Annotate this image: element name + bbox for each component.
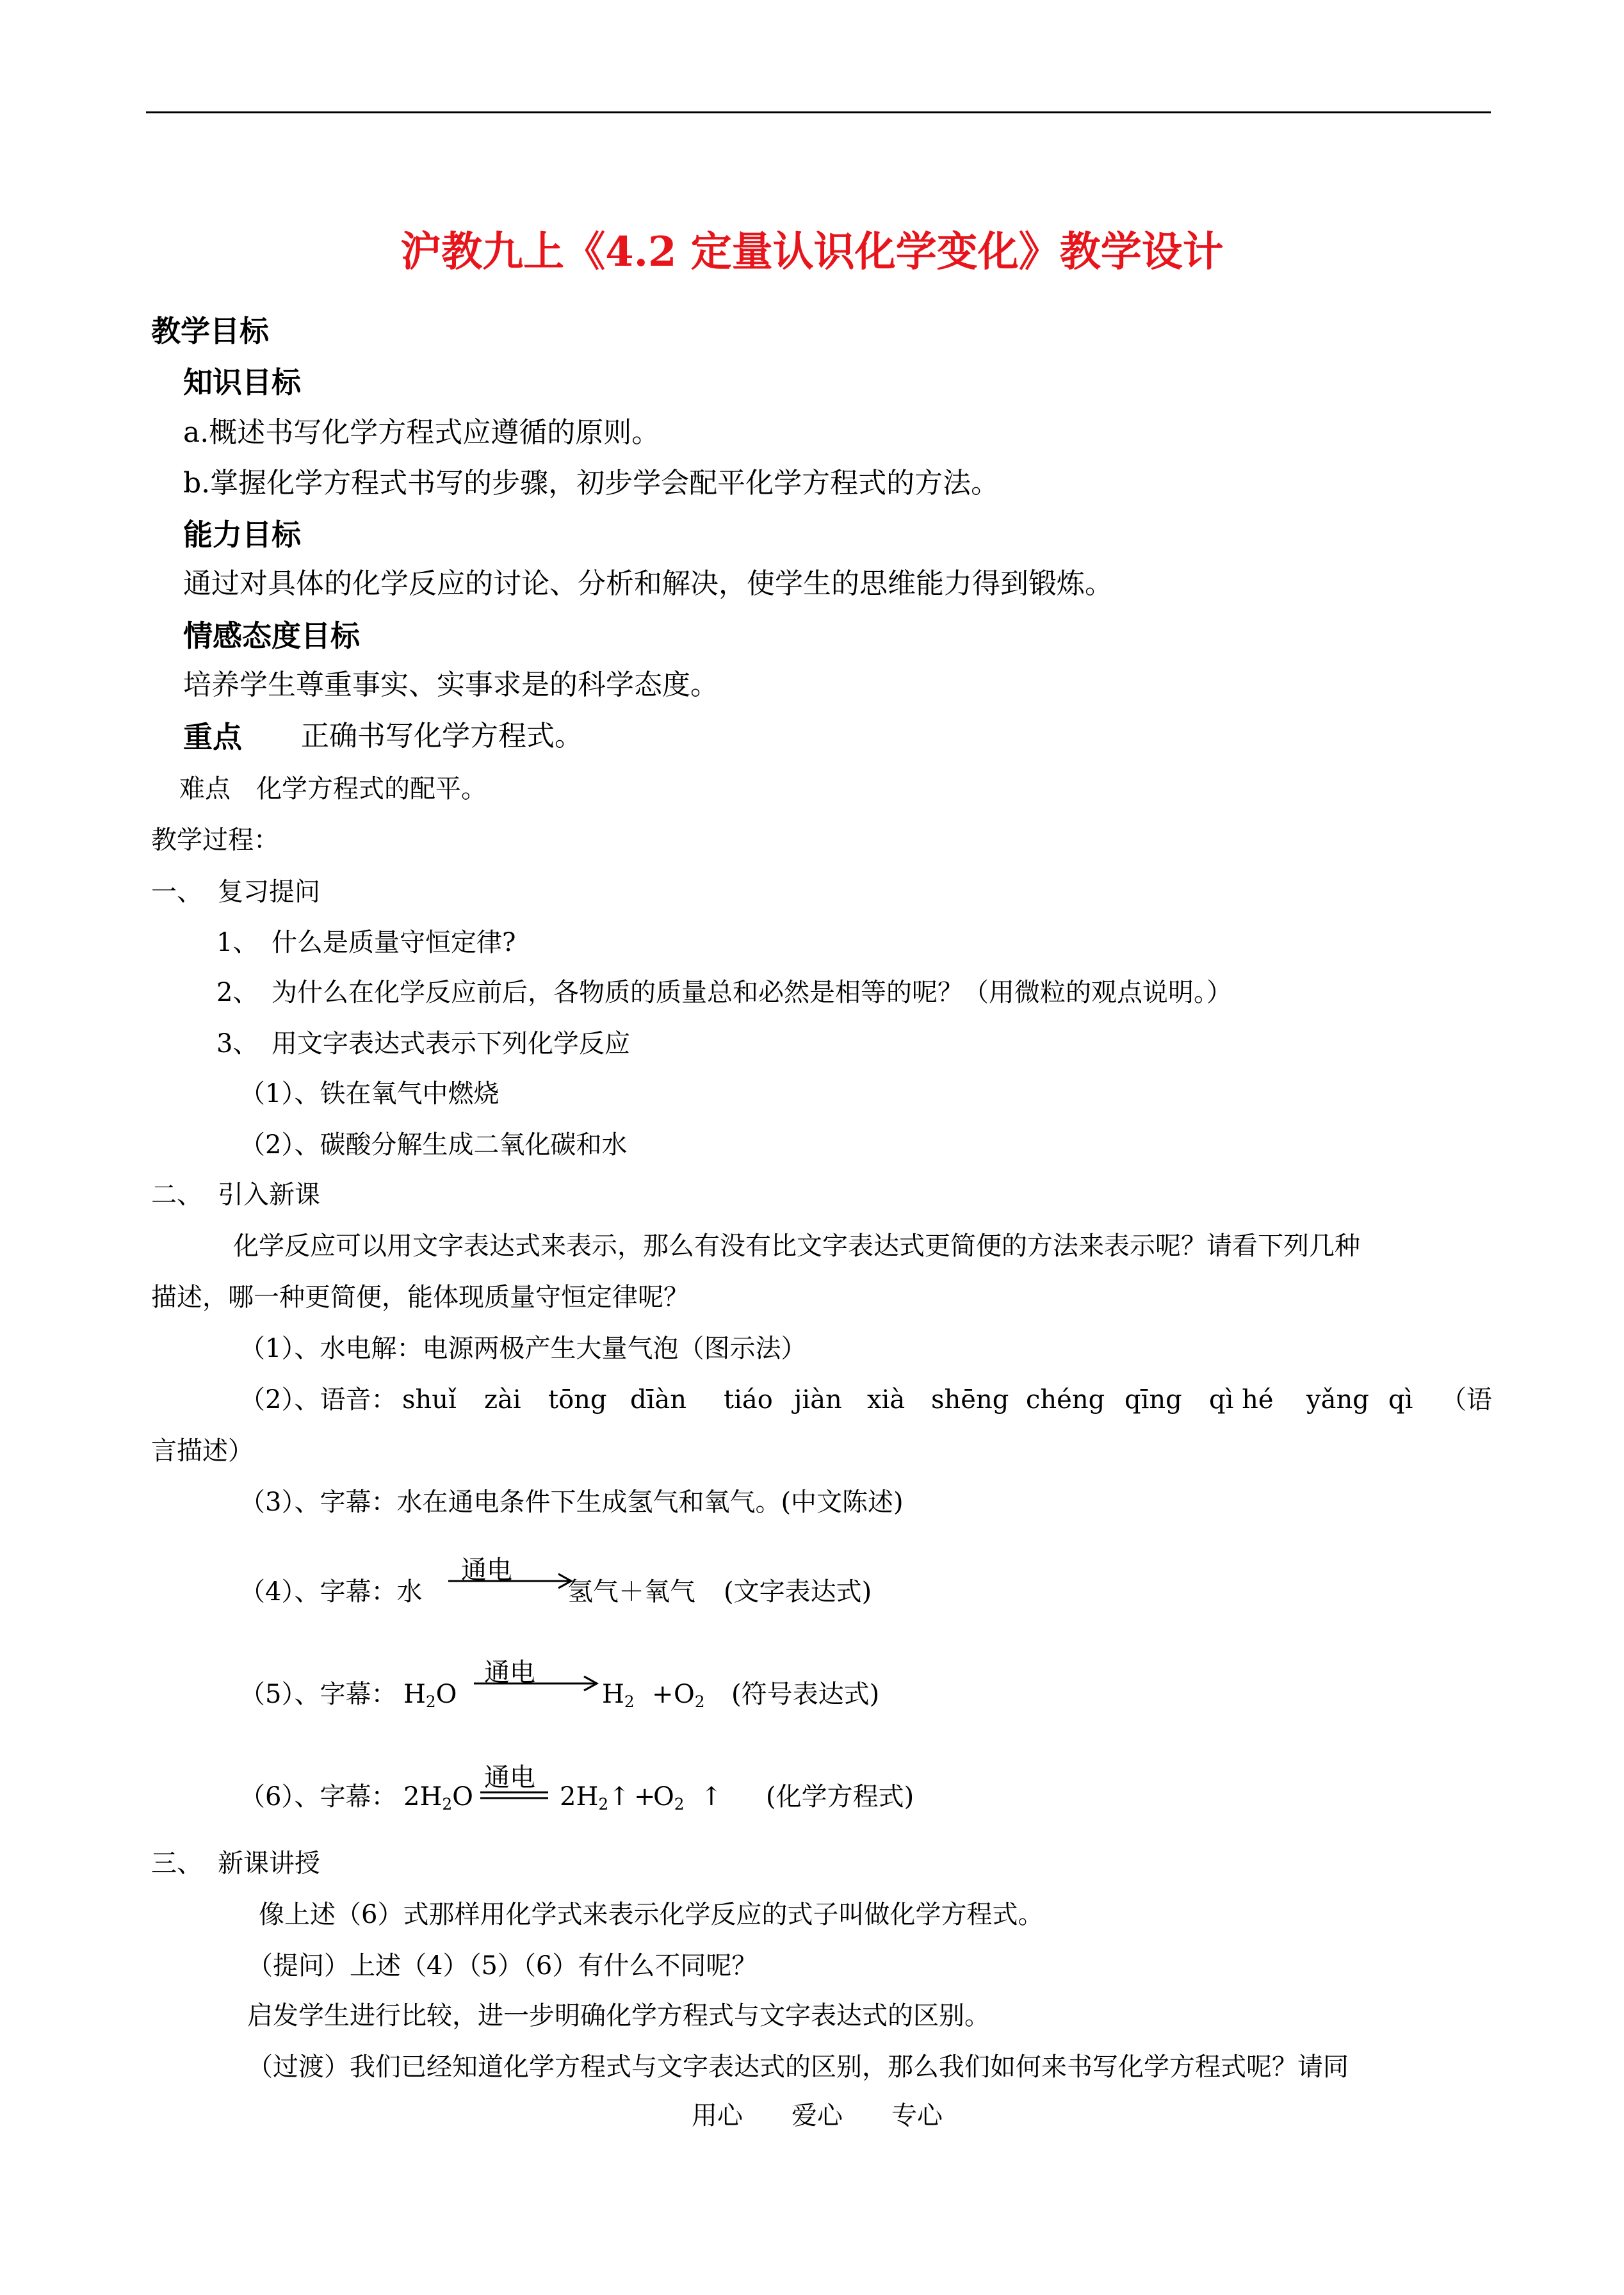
item5-note: (符号表达式) <box>731 1680 880 1709</box>
section3-line2: （提问）上述（4）（5）（6）有什么不同呢？ <box>247 1951 758 1981</box>
item6-h2-up-arrow-icon: ↑ <box>608 1782 630 1812</box>
difficulty-label: 难点 <box>179 774 231 804</box>
pinyin-2: tōng <box>548 1385 607 1415</box>
item5-h2o-h: H <box>403 1680 426 1709</box>
item6-prefix: （6）、字幕： <box>240 1782 397 1812</box>
item5-reactant <box>403 1680 457 1711</box>
footer-item-1: 用心 <box>692 2101 743 2130</box>
item3: （3）、字幕：水在通电条件下生成氢气和氧气。(中文陈述) <box>240 1488 904 1517</box>
section1-num: 一、 <box>151 877 202 907</box>
section3-num: 三、 <box>151 1849 202 1878</box>
item6-note: (化学方程式) <box>766 1782 914 1812</box>
section2-title: 引入新课 <box>218 1180 320 1210</box>
pinyin-4: tiáo <box>724 1385 773 1415</box>
item2-continuation: 言描述） <box>151 1436 254 1466</box>
knowledge-b: b.掌握化学方程式书写的步骤，初步学会配平化学方程式的方法。 <box>183 467 1000 499</box>
q1-text: 什么是质量守恒定律? <box>272 928 516 957</box>
q1-num: 1、 <box>216 928 259 957</box>
q3-item2: （2）、碳酸分解生成二氧化碳和水 <box>240 1130 628 1160</box>
item6-condition: 通电 <box>484 1763 535 1792</box>
item5-o2-sub: 2 <box>694 1692 705 1711</box>
item5-plus: + <box>652 1680 674 1709</box>
ability-heading: 能力目标 <box>183 517 301 552</box>
item4-products: 氢气＋氧气 <box>567 1577 695 1607</box>
pinyin-5: jiàn <box>794 1385 842 1415</box>
item5-condition: 通电 <box>484 1658 535 1687</box>
item6-o2-up-arrow-icon: ↑ <box>701 1782 722 1812</box>
pinyin-1: zài <box>484 1385 521 1415</box>
item5-product-o2 <box>674 1680 705 1711</box>
pinyin-3: dīàn <box>630 1385 687 1415</box>
item4-arrow-icon <box>448 1571 576 1591</box>
knowledge-heading: 知识目标 <box>183 365 301 400</box>
q2-num: 2、 <box>216 978 259 1007</box>
pinyin-8: chéng <box>1026 1385 1105 1415</box>
item6-2h2-h: 2H <box>560 1782 599 1812</box>
pinyin-7: shēng <box>931 1385 1009 1415</box>
item5-o2-o: O <box>674 1680 695 1709</box>
item2-prefix: （2）、语音： <box>240 1385 397 1415</box>
header-rule <box>146 111 1491 113</box>
item6-o2-sub: 2 <box>674 1794 685 1813</box>
process-heading: 教学过程： <box>151 825 279 855</box>
section2-para-line1: 化学反应可以用文字表达式来表示，那么有没有比文字表达式更简便的方法来表示呢？请看下列几种 <box>233 1231 1360 1261</box>
section3-line3: 启发学生进行比较，进一步明确化学方程式与文字表达式的区别。 <box>247 2001 990 2031</box>
item4-prefix: （4）、字幕：水 <box>240 1577 423 1607</box>
pinyin-9: qīng <box>1125 1385 1182 1415</box>
item4-condition: 通电 <box>461 1555 512 1585</box>
pinyin-12: qì <box>1388 1385 1413 1415</box>
item6-equals-icon <box>480 1790 551 1801</box>
footer-item-3: 专心 <box>891 2101 943 2130</box>
section3-title: 新课讲授 <box>218 1849 320 1878</box>
difficulty-text: 化学方程式的配平。 <box>256 774 487 804</box>
pinyin-11: yǎng <box>1306 1385 1369 1415</box>
pinyin-10: qì hé <box>1209 1385 1274 1415</box>
q3-item1: （1）、铁在氧气中燃烧 <box>240 1079 499 1108</box>
page-title: 沪教九上《4.2 定量认识化学变化》教学设计 <box>400 228 1224 276</box>
item6-product-o2 <box>653 1782 685 1813</box>
pinyin-0: shuǐ <box>402 1385 457 1415</box>
item6-reactant <box>403 1782 473 1813</box>
item5-h2o-o: O <box>435 1680 457 1709</box>
section3-line4: （过渡）我们已经知道化学方程式与文字表达式的区别，那么我们如何来书写化学方程式呢？请同 <box>247 2052 1349 2082</box>
item5-h2o-sub: 2 <box>425 1692 436 1711</box>
section3-line1: 像上述（6）式那样用化学式来表示化学反应的式子叫做化学方程式。 <box>259 1900 1044 1929</box>
item6-2h2-sub: 2 <box>598 1794 609 1813</box>
item4-note: (文字表达式) <box>724 1577 872 1607</box>
ability-text: 通过对具体的化学反应的讨论、分析和解决，使学生的思维能力得到锻炼。 <box>183 567 1113 600</box>
item6-product-h2 <box>560 1782 630 1813</box>
item6-2h2o-o: O <box>452 1782 473 1812</box>
item5-h2-h: H <box>602 1680 624 1709</box>
item6-2h2o-sub: 2 <box>442 1794 453 1813</box>
item5-product-h2 <box>602 1680 635 1711</box>
q3-text: 用文字表达式表示下列化学反应 <box>272 1029 630 1058</box>
item5-prefix: （5）、字幕： <box>240 1680 397 1709</box>
knowledge-a: a.概述书写化学方程式应遵循的原则。 <box>183 416 660 449</box>
footer-item-2: 爱心 <box>792 2101 843 2130</box>
objectives-heading: 教学目标 <box>151 314 269 348</box>
item6-o2-o: O <box>653 1782 674 1812</box>
q2-text: 为什么在化学反应前后，各物质的质量总和必然是相等的呢？（用微粒的观点说明。） <box>272 978 1232 1007</box>
section1-title: 复习提问 <box>218 877 320 907</box>
item6-plus: + <box>634 1782 656 1812</box>
pinyin-13: （语 <box>1441 1385 1492 1415</box>
q3-num: 3、 <box>216 1029 259 1058</box>
section2-num: 二、 <box>151 1180 202 1210</box>
section2-para-line2: 描述，哪一种更简便，能体现质量守恒定律呢？ <box>151 1283 689 1312</box>
emotion-text: 培养学生尊重事实、实事求是的科学态度。 <box>183 669 719 701</box>
item5-arrow-icon <box>474 1674 602 1693</box>
item5-h2-sub: 2 <box>624 1692 635 1711</box>
item6-2h2o-h: 2H <box>403 1782 443 1812</box>
key-label: 重点 <box>183 720 242 754</box>
emotion-heading: 情感态度目标 <box>183 619 360 653</box>
item1: （1）、水电解：电源两极产生大量气泡（图示法） <box>240 1334 807 1363</box>
pinyin-6: xià <box>867 1385 905 1415</box>
key-text: 正确书写化学方程式。 <box>301 720 583 752</box>
